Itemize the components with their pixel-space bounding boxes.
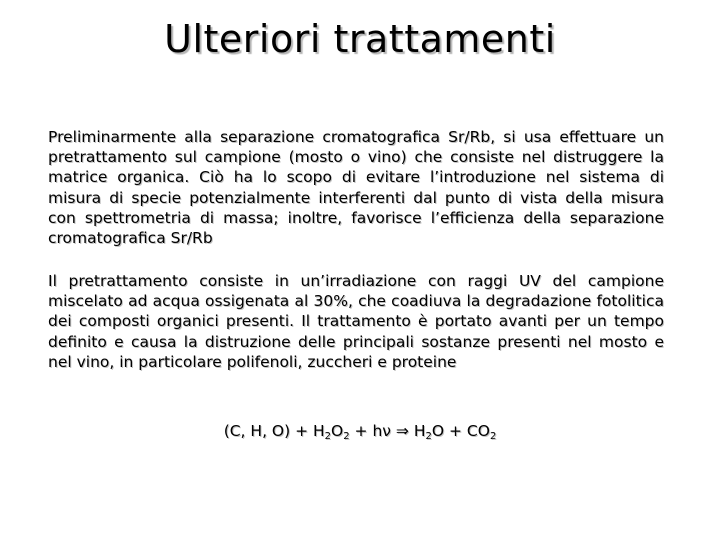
equation-product-water: H: [408, 422, 426, 440]
equation-subscript: 2: [343, 431, 350, 442]
equation-subscript: 2: [489, 431, 497, 442]
equation-arrow: ⇒: [395, 422, 409, 440]
equation-subscript: 2: [425, 431, 432, 442]
paragraph-uv-irradiation: Il pretrattamento consiste in un’irradiazione con raggi UV del campione miscelato ad acqua ossigenata al 30%, che coadiuva la degradazione fotolitica dei composti organici presenti. Il trattamento è portato avanti per un tempo definito e causa la distruzione delle principali sostanze presenti nel mosto e nel vino, in particolare polifenoli, zuccheri e proteine: [48, 272, 664, 371]
slide-title: Ulteriori trattamenti: [164, 17, 556, 61]
equation-subscript: 2: [324, 431, 332, 442]
equation-reactants: (C, H, O) + H: [223, 422, 325, 440]
paragraph-pretreatment-purpose: Preliminarmente alla separazione cromatografica Sr/Rb, si usa effettuare un pretrattamento sul campione (mosto o vino) che consiste nel distruggere la matrice organica. Ciò ha lo scopo di evitare l’introduzione nel sistema di misura di specie potenzialmente interferenti dal punto di vista della misura con spettrometria di massa; inoltre, favorisce l’efficienza della separazione cromatografica Sr/Rb: [48, 128, 664, 248]
equation-photon: + hν: [349, 422, 396, 440]
equation-product-co2: O + CO: [431, 422, 490, 440]
reaction-equation: [0, 420, 720, 442]
equation-oxygen: O: [331, 422, 344, 440]
